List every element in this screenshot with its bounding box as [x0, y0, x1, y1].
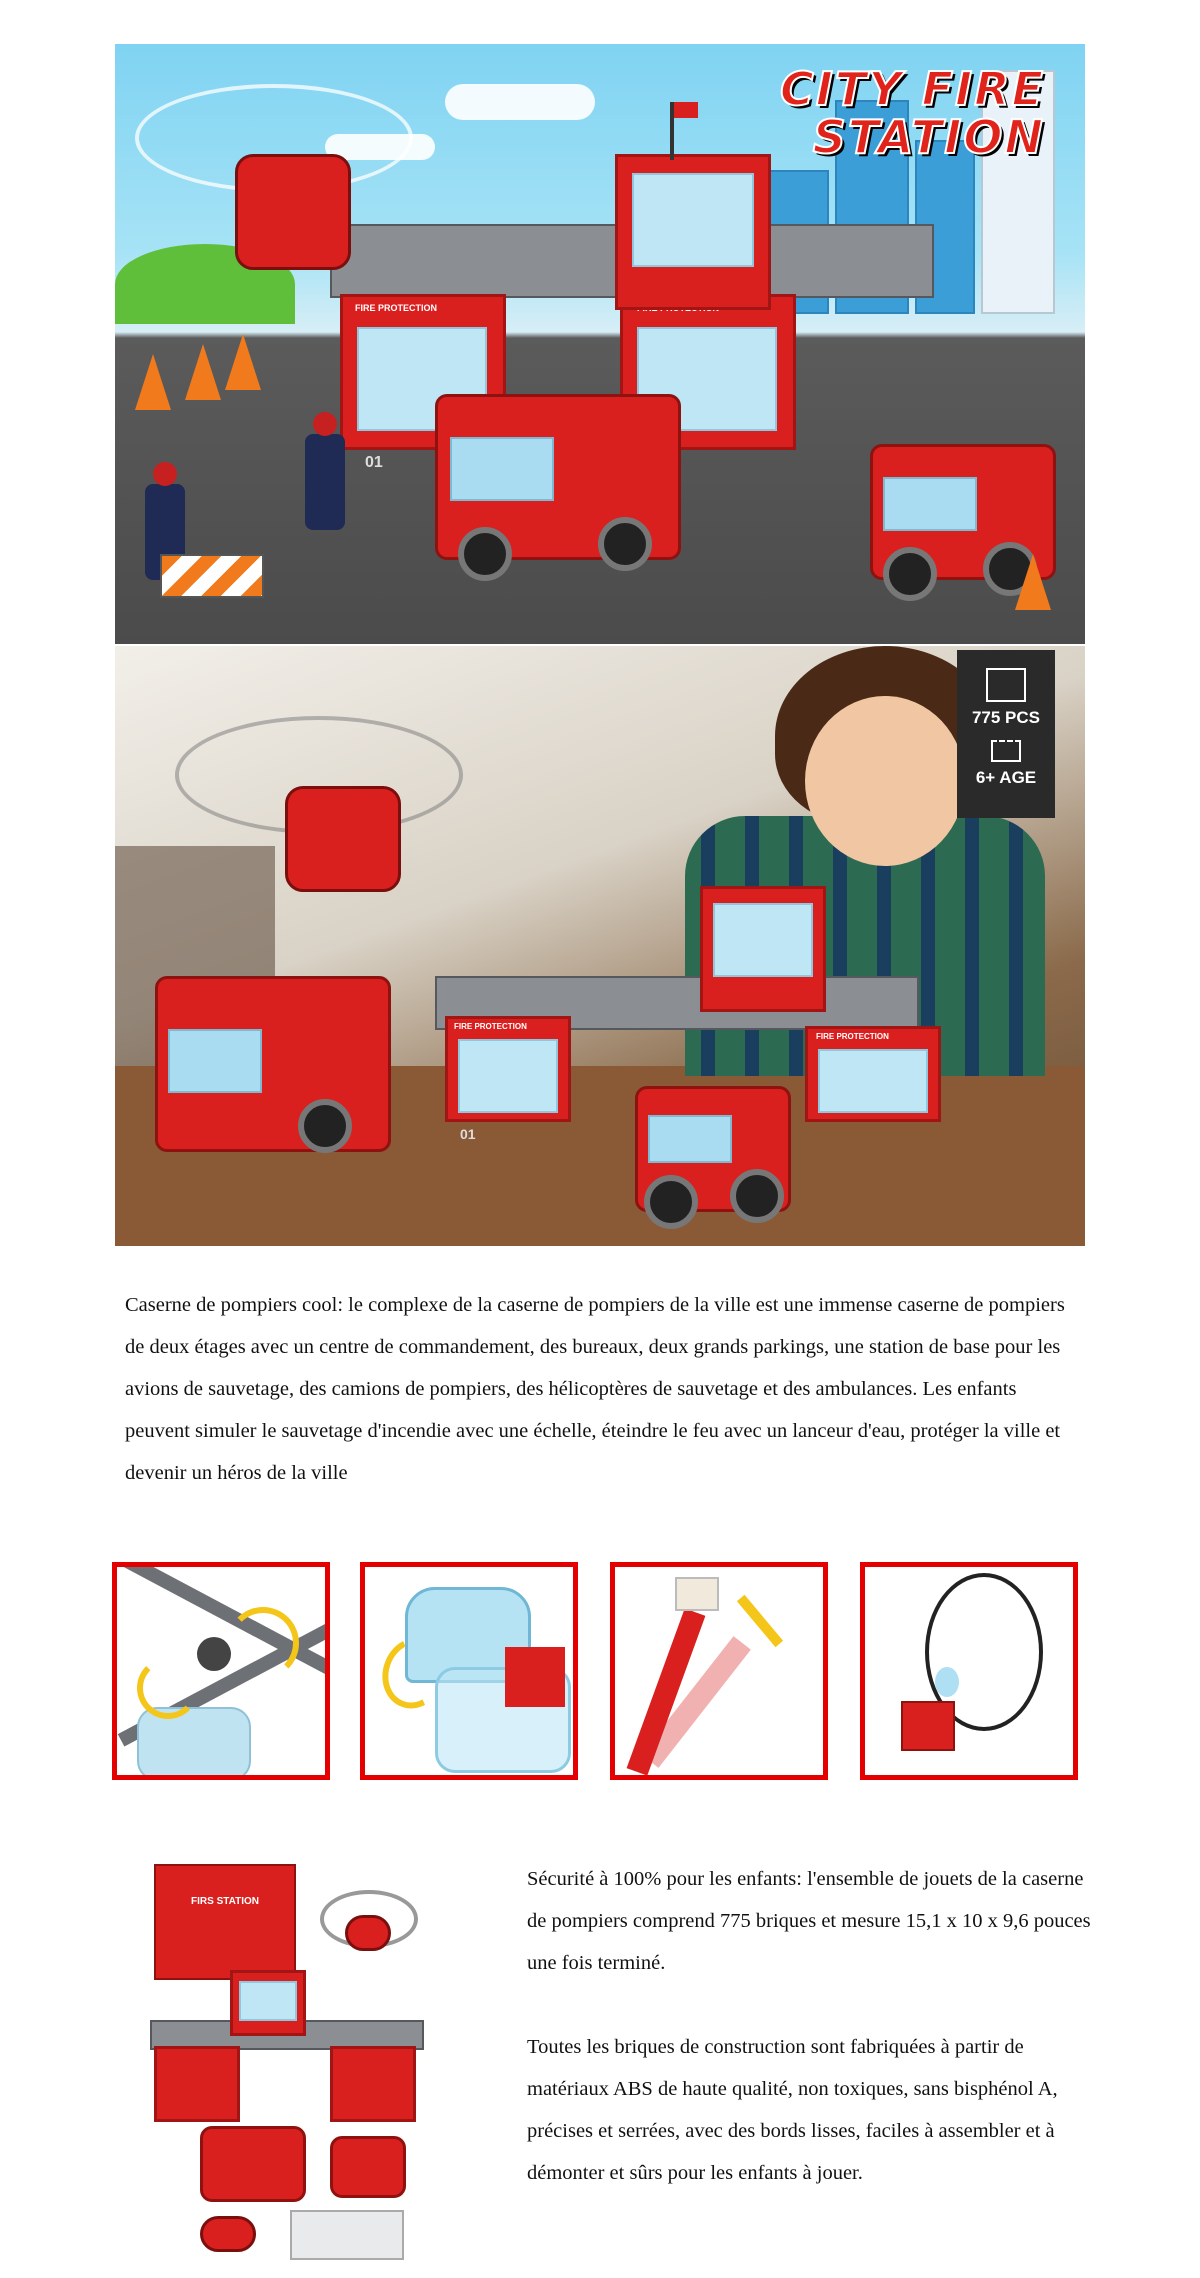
command-tower — [230, 1970, 306, 2036]
garage-left — [445, 1016, 571, 1122]
feature-extending-ladder — [610, 1562, 828, 1780]
small-fire-truck — [635, 1086, 791, 1212]
fire-protection-sign: FIRE PROTECTION — [816, 1032, 889, 1041]
ladder-fire-truck — [435, 394, 681, 560]
traffic-cone — [135, 354, 171, 410]
ladder-fire-truck — [155, 976, 391, 1152]
age-rating: 6+ AGE — [975, 768, 1037, 787]
truck-windshield — [168, 1029, 262, 1093]
firefighter-minifigure — [305, 434, 345, 530]
rescue-helicopter — [165, 676, 465, 906]
city-fire-station-banner — [115, 44, 1085, 644]
wheel — [458, 527, 512, 581]
traffic-cone — [1015, 554, 1051, 610]
parking-number: 01 — [365, 454, 383, 471]
feature-cockpit-canopy — [360, 1562, 578, 1780]
command-tower — [700, 886, 826, 1012]
extend-arrow-icon — [737, 1595, 783, 1647]
garage-door — [458, 1039, 558, 1113]
cockpit — [137, 1707, 251, 1780]
helicopter-body — [345, 1915, 391, 1951]
tower-window — [632, 173, 754, 267]
feature-helicopter-rotor — [112, 1562, 330, 1780]
garage-left — [154, 2046, 240, 2122]
water-splash — [935, 1667, 959, 1697]
wheel — [730, 1169, 784, 1223]
rescue-helicopter — [125, 64, 425, 284]
instruction-manual — [290, 2210, 404, 2260]
small-fire-truck — [330, 2136, 406, 2198]
garage-right — [805, 1026, 941, 1122]
cloud — [445, 84, 595, 120]
truck-windshield — [883, 477, 977, 531]
command-tower — [615, 154, 771, 310]
banner-title-line2: STATION — [812, 110, 1045, 164]
traffic-cone — [225, 334, 261, 390]
helicopter-body — [285, 786, 401, 892]
wheel — [598, 517, 652, 571]
garage-door — [818, 1049, 928, 1113]
garage-right — [330, 2046, 416, 2122]
product-box — [154, 1864, 296, 1980]
safety-description: Sécurité à 100% pour les enfants: l'ensemble de jouets de la caserne de pompiers comprend 775 briques et mesure 15,1 x 10 x 9,6 pouces une fois terminé. — [527, 1868, 1091, 1974]
helicopter-body — [235, 154, 351, 270]
tower-window — [713, 903, 813, 977]
bricks-icon — [986, 668, 1026, 702]
fire-protection-sign: FIRE PROTECTION — [355, 303, 438, 313]
materials-description: Toutes les briques de construction sont fabriquées à partir de matériaux ABS de haute qualité, non toxiques, sans bisphénol A, précises et serrées, avec des bords lisses, faciles à assembler et à démonter et sûrs pour les enfants à jouer. — [527, 2036, 1058, 2184]
intro-description: Caserne de pompiers cool: le complexe de la caserne de pompiers de la ville est une immense caserne de pompiers de deux étages avec un centre de commandement, des bureaux, deux grands parkings, une station de base pour les avions de sauvetage, des camions de pompiers, des hélicoptères de sauvetage et des ambulances. Les enfants peuvent simuler le sauvetage d'incendie avec une échelle, éteindre le feu avec un lanceur d'eau, protéger la ville et devenir un héros de la ville — [125, 1294, 1065, 1484]
feature-water-launcher — [860, 1562, 1078, 1780]
flag — [674, 102, 698, 118]
traffic-cone — [185, 344, 221, 400]
banner-title-line1: CITY FIRE — [780, 62, 1045, 116]
loose-pieces — [200, 2216, 256, 2252]
product-box-label: FIRS STATION — [191, 1896, 259, 1907]
product-set-image — [140, 1860, 460, 2260]
truck-windshield — [648, 1115, 732, 1163]
fire-protection-sign: FIRE PROTECTION — [454, 1022, 527, 1031]
birthday-cake-icon — [991, 740, 1021, 762]
child-face — [805, 696, 965, 866]
parking-number: 01 — [460, 1126, 476, 1142]
road-barrier — [160, 554, 264, 598]
pieces-count: 775 PCS — [971, 708, 1041, 727]
truck-windshield — [450, 437, 554, 501]
rotate-arrow-icon — [227, 1607, 299, 1679]
wheel — [644, 1175, 698, 1229]
ladder-fire-truck — [200, 2126, 306, 2202]
wheel — [883, 547, 937, 601]
wheel — [298, 1099, 352, 1153]
water-tank — [901, 1701, 955, 1751]
tower-window — [239, 1981, 297, 2021]
cockpit-body — [505, 1647, 565, 1707]
info-badge — [957, 650, 1055, 818]
rotor-hub — [197, 1637, 231, 1671]
ladder-basket — [675, 1577, 719, 1611]
rotate-arrow-icon — [137, 1657, 199, 1719]
child-playing-banner — [115, 646, 1085, 1246]
